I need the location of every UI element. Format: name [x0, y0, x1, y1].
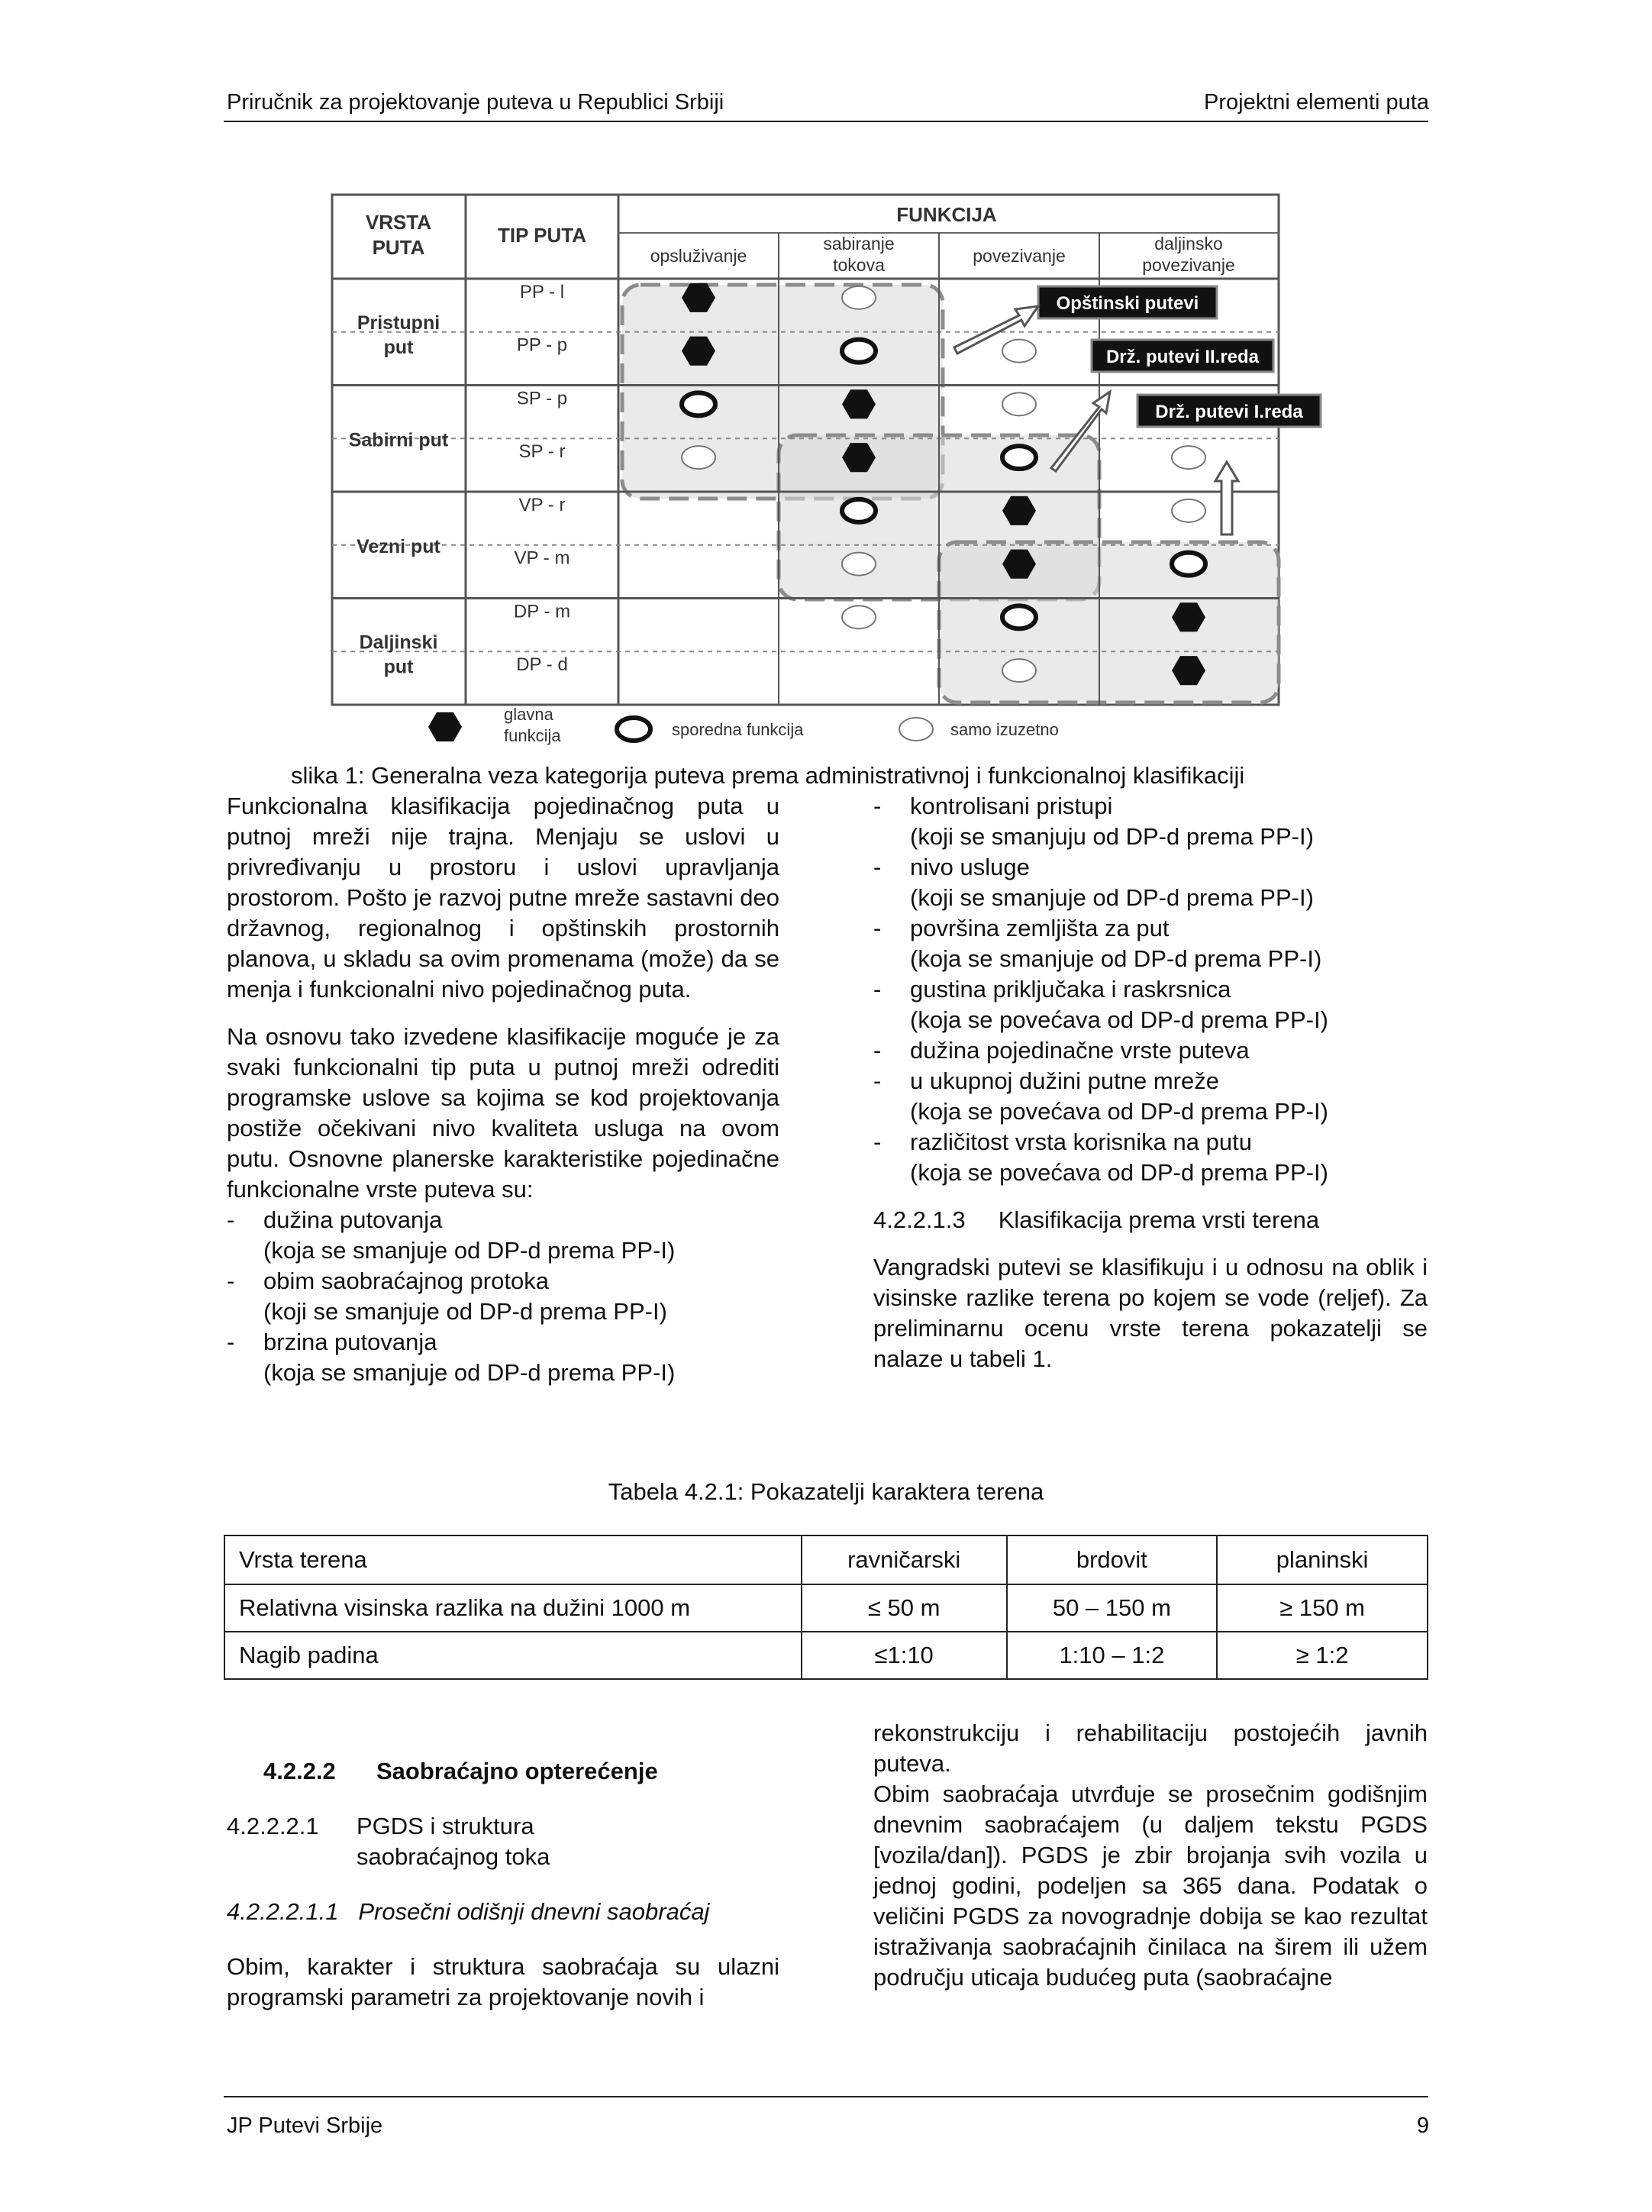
- heading-text: PGDS i struktura saobraćajnog toka: [357, 1813, 550, 1870]
- exceptional-function-symbol: [1172, 446, 1205, 469]
- characteristics-list-continued: [873, 791, 1428, 1188]
- road-type-code: VP - m: [514, 547, 570, 569]
- list-item-note: (koja se povećava od DP-d prema PP-I): [910, 1098, 1328, 1125]
- list-dash: -: [873, 1067, 882, 1094]
- list-item: [227, 1266, 779, 1327]
- list-item-body: [910, 974, 1328, 1035]
- secondary-function-symbol: [682, 392, 715, 415]
- list-item-text: brzina putovanja: [263, 1329, 437, 1355]
- classification-figure: [328, 195, 1303, 748]
- road-group-name: put: [383, 336, 414, 358]
- list-dash: -: [227, 1267, 235, 1294]
- list-dash: -: [873, 976, 882, 1003]
- heading-number: 4.2.2.2.1: [227, 1813, 319, 1839]
- function-header: tokova: [833, 255, 885, 275]
- legend-exceptional-label: samo izuzetno: [950, 720, 1059, 739]
- list-item-text: dužina putovanja: [263, 1206, 443, 1233]
- label-drzavni-putevi-2-reda: Drž. putevi II.reda: [1105, 347, 1260, 367]
- function-header: opsluživanje: [650, 246, 747, 266]
- legend-main-label: glavna: [504, 705, 553, 724]
- heading-text: Saobraćajno opterećenje: [376, 1758, 658, 1784]
- table-cell: 50 – 150 m: [1007, 1584, 1218, 1632]
- function-zone: [939, 542, 1279, 702]
- list-item: [873, 913, 1428, 974]
- section-heading-4-2-2-2-1-1: 4.2.2.2.1.1 Prosečni odišnji dnevni saobraćaj: [227, 1898, 710, 1925]
- function-header: daljinsko: [1154, 234, 1223, 253]
- list-item-body: [263, 1327, 675, 1388]
- road-group-name: Pristupni: [357, 312, 440, 334]
- label-drzavni-putevi-1-reda: Drž. putevi I.reda: [1155, 402, 1303, 422]
- table-cell: 1:10 – 1:2: [1007, 1632, 1218, 1679]
- paragraph: Na osnovu tako izvedene klasifikacije moguće je za svaki funkcionalni tip puta u putnoj mreži odrediti programske uslove sa kojima se kod projektovanja postiže očekivani nivo kvaliteta usluga na ovom putu. Osnovne planerske karakteristike pojedinačne funkcionalne vrste puteva su:: [227, 1023, 779, 1203]
- heading-number: 4.2.2.2: [263, 1758, 336, 1784]
- list-item-note: (koji se smanjuje od DP-d prema PP-I): [910, 884, 1314, 911]
- list-dash: -: [873, 854, 882, 880]
- list-item-body: [910, 1066, 1328, 1127]
- vrsta-puta-header: VRSTA: [365, 211, 432, 234]
- list-item-text: površina zemljišta za put: [910, 915, 1170, 941]
- table-header-cell: ravničarski: [802, 1535, 1007, 1584]
- paragraph: Funkcionalna klasifikacija pojedinačnog puta u putnoj mreži nije trajna. Menjaju se uslovi u privređivanju u prostoru i uslovi upravljanja prostorom. Pošto je razvoj putne mreže sastavni deo državnog, regionalnog i opštinskih prostornih planova, u skladu sa ovim promenama (može) da se menja i funkcionalni nivo pojedinačnog puta.: [227, 793, 779, 1003]
- exceptional-function-symbol: [842, 553, 876, 576]
- list-item-text: u ukupnoj dužini putne mreže: [910, 1067, 1219, 1094]
- footer-publisher: JP Putevi Srbije: [227, 2114, 383, 2138]
- table-caption: Tabela 4.2.1: Pokazatelji karaktera terena: [608, 1478, 1044, 1505]
- section-heading-4-2-2-2: [227, 1756, 779, 1787]
- table-row: [224, 1632, 1428, 1679]
- list-item-note: (koja se smanjuje od DP-d prema PP-I): [263, 1237, 676, 1264]
- vrsta-puta-header: PUTA: [372, 236, 425, 259]
- list-item: [873, 1127, 1428, 1188]
- exceptional-function-symbol: [842, 605, 876, 628]
- table-header-cell: brdovit: [1007, 1535, 1218, 1584]
- road-type-code: SP - r: [518, 441, 566, 463]
- road-type-code: DP - d: [516, 654, 568, 676]
- main-function-symbol: [428, 712, 462, 741]
- road-type-code: PP - l: [519, 281, 565, 302]
- header-rule: [224, 121, 1428, 122]
- bottom-left-column: [227, 1756, 779, 2013]
- list-item-note: (koja se smanjuje od DP-d prema PP-I): [263, 1359, 676, 1386]
- legend-secondary-label: sporedna funkcija: [672, 720, 804, 739]
- function-header: sabiranje: [823, 234, 895, 253]
- table-cell: ≤ 50 m: [802, 1584, 1007, 1632]
- list-item-body: [910, 791, 1314, 852]
- road-type-code: VP - r: [518, 494, 566, 515]
- road-type-code: SP - p: [516, 388, 568, 409]
- table-cell: Relativna visinska razlika na dužini 1000 m: [224, 1584, 802, 1632]
- list-dash: -: [873, 1129, 882, 1155]
- list-dash: -: [227, 1206, 235, 1233]
- legend-exceptional-symbol: [899, 718, 933, 741]
- function-header: povezivanje: [973, 246, 1066, 266]
- list-item-text: dužina pojedinačne vrste puteva: [910, 1037, 1250, 1064]
- list-item-body: [263, 1266, 667, 1327]
- table-cell: ≥ 150 m: [1217, 1584, 1428, 1632]
- list-item-body: [910, 852, 1314, 913]
- secondary-function-symbol: [1172, 553, 1205, 576]
- list-item-text: nivo usluge: [910, 854, 1030, 880]
- list-dash: -: [873, 1037, 882, 1064]
- secondary-function-symbol: [842, 499, 876, 522]
- list-item-body: [910, 1127, 1328, 1188]
- exceptional-function-symbol: [1172, 499, 1205, 522]
- list-item-body: [910, 913, 1321, 974]
- list-item-body: [910, 1035, 1250, 1066]
- road-group-name: Vezni put: [357, 535, 440, 557]
- list-item-text: obim saobraćajnog protoka: [263, 1267, 549, 1294]
- footer-rule: [224, 2096, 1428, 2097]
- exceptional-function-symbol: [1002, 659, 1036, 682]
- exceptional-function-symbol: [1002, 392, 1036, 415]
- exceptional-function-symbol: [1002, 340, 1036, 363]
- table-cell: ≤1:10: [802, 1632, 1007, 1679]
- left-column: [227, 791, 779, 1388]
- paragraph: rekonstrukciju i rehabilitaciju postojećih javnih puteva.: [873, 1720, 1428, 1777]
- table-header-row: [224, 1535, 1428, 1584]
- list-item: [873, 852, 1428, 913]
- list-dash: -: [873, 915, 882, 941]
- road-group-name: Daljinski: [359, 631, 438, 654]
- paragraph: Vangradski putevi se klasifikuju i u odnosu na oblik i visinske razlike terena po kojem se vode (reljef). Za preliminarnu ocenu vrste terena pokazatelji se nalaze u tabeli 1.: [873, 1254, 1428, 1372]
- list-item: [873, 974, 1428, 1035]
- road-type-code: DP - m: [513, 601, 571, 622]
- page-number: 9: [1416, 2114, 1429, 2138]
- list-item-note: (koja se smanjuje od DP-d prema PP-I): [910, 945, 1322, 972]
- list-item-body: [263, 1205, 675, 1266]
- terrain-table: [224, 1535, 1428, 1680]
- list-dash: -: [873, 793, 882, 819]
- road-group-name: put: [383, 656, 414, 678]
- list-dash: -: [227, 1329, 235, 1355]
- figure-caption: slika 1: Generalna veza kategorija puteva prema administrativnoj i funkcionalnoj klasifikaciji: [291, 762, 1245, 789]
- list-item-note: (koji se smanjuju od DP-d prema PP-I): [910, 823, 1314, 850]
- table-cell: Nagib padina: [224, 1632, 802, 1679]
- list-item: [873, 1035, 1428, 1066]
- secondary-function-symbol: [842, 340, 876, 363]
- list-item: [227, 1205, 779, 1266]
- label-opstinski-putevi: Opštinski putevi: [1056, 293, 1199, 314]
- paragraph: Obim saobraćaja utvrđuje se prosečnim godišnjim dnevnim saobraćajem (u daljem tekstu PGDS [vozila/dan]). PGDS je zbir brojanja svih vozila u jednoj godini, podeljen sa 365 dana. Podatak o veličini PGDS za novogradnje dobija se kao rezultat istraživanja saobraćajnih činilaca na širem ili užem području uticaja budućeg puta (saobraćajne: [873, 1781, 1428, 1991]
- list-item-note: (koja se povećava od DP-d prema PP-I): [910, 1006, 1328, 1033]
- list-item: [873, 791, 1428, 852]
- list-item-text: kontrolisani pristupi: [910, 793, 1113, 819]
- exceptional-function-symbol: [682, 446, 715, 469]
- road-type-code: PP - p: [516, 334, 568, 356]
- table-cell: ≥ 1:2: [1217, 1632, 1428, 1679]
- running-header-section: Projektni elementi puta: [1204, 90, 1429, 115]
- list-item-text: različitost vrsta korisnika na putu: [910, 1129, 1252, 1155]
- legend-secondary-symbol: [617, 718, 650, 741]
- list-item-text: gustina priključaka i raskrsnica: [910, 976, 1231, 1003]
- right-column: [873, 791, 1428, 1374]
- exceptional-function-symbol: [842, 286, 876, 309]
- road-group-name: Sabirni put: [348, 429, 449, 451]
- list-item: [227, 1327, 779, 1388]
- arrow-to-drz1: [1215, 462, 1238, 534]
- section-heading-4-2-2-2-1: [227, 1811, 779, 1872]
- tip-puta-header: TIP PUTA: [497, 224, 587, 247]
- function-header: povezivanje: [1142, 255, 1235, 275]
- list-item-note: (koja se povećava od DP-d prema PP-I): [910, 1159, 1328, 1186]
- legend-main-label: funkcija: [504, 726, 561, 745]
- table-header-cell: planinski: [1217, 1535, 1428, 1584]
- funkcija-header: FUNKCIJA: [896, 203, 997, 226]
- secondary-function-symbol: [1002, 446, 1036, 469]
- table-header-cell: Vrsta terena: [224, 1535, 802, 1584]
- characteristics-list: [227, 1205, 779, 1388]
- bottom-right-column: [873, 1718, 1428, 1993]
- list-item-note: (koji se smanjuje od DP-d prema PP-I): [263, 1298, 667, 1325]
- list-item: [873, 1066, 1428, 1127]
- secondary-function-symbol: [1002, 605, 1036, 628]
- table-row: [224, 1584, 1428, 1632]
- paragraph: Obim, karakter i struktura saobraćaja su ulazni programski parametri za projektovanje novih i: [227, 1953, 779, 2010]
- running-header-title: Priručnik za projektovanje puteva u Republici Srbiji: [227, 90, 724, 115]
- section-heading-4-2-2-1-3: 4.2.2.1.3 Klasifikacija prema vrsti terena: [873, 1206, 1320, 1233]
